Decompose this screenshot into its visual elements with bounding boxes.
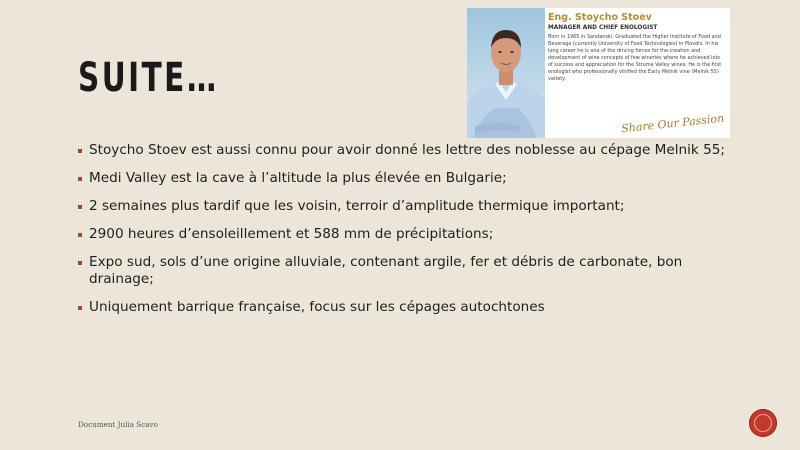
- bullet-text: Uniquement barrique française, focus sur les cépages autochtones: [89, 299, 545, 315]
- square-bullet-icon: [78, 149, 82, 153]
- footer-credit: Document Julia Scavo: [78, 420, 158, 429]
- bullet-item: [78, 254, 738, 288]
- bullet-item: [78, 226, 738, 243]
- signature-logo: Share Our Passion: [620, 111, 725, 136]
- profile-card: [467, 8, 730, 138]
- slide-number-badge: [749, 409, 777, 437]
- bullet-item: [78, 299, 738, 316]
- square-bullet-icon: [78, 261, 82, 265]
- bullet-list: [78, 142, 738, 327]
- profile-role: MANAGER AND CHIEF ENOLOGIST: [548, 24, 658, 31]
- square-bullet-icon: [78, 205, 82, 209]
- profile-text: [548, 13, 726, 83]
- bullet-item: [78, 198, 738, 215]
- profile-bio: Born in 1965 in Sandanski. Graduated the Higher Institute of Food and Beverage (currently University of Food Technologies) in Plovdiv. In his long career he is one of the driving forces for the creation and development of wine concepts of few wineries where he achieved lots of success and appreciation for the Struma Valley wines. He is the first enologist who professionally vinified the Early Melnik vine (Melnik 55) variety.: [548, 33, 722, 82]
- square-bullet-icon: [78, 177, 82, 181]
- portrait-photo: [467, 8, 545, 138]
- square-bullet-icon: [78, 306, 82, 310]
- bullet-item: [78, 142, 738, 159]
- bullet-text: 2900 heures d’ensoleillement et 588 mm de précipitations;: [89, 226, 494, 242]
- square-bullet-icon: [78, 233, 82, 237]
- bullet-text: Expo sud, sols d’une origine alluviale, contenant argile, fer et débris de carbonate, bon drainage;: [89, 254, 683, 287]
- slide-title: SUITE…: [78, 55, 219, 101]
- bullet-text: 2 semaines plus tardif que les voisin, terroir d’amplitude thermique important;: [89, 198, 625, 214]
- profile-name: Eng. Stoycho Stoev: [548, 12, 652, 23]
- badge-ring-icon: [754, 414, 772, 432]
- bullet-text: Medi Valley est la cave à l’altitude la plus élevée en Bulgarie;: [89, 170, 507, 186]
- bullet-item: [78, 170, 738, 187]
- bullet-text: Stoycho Stoev est aussi connu pour avoir donné les lettre des noblesse au cépage Melnik 55;: [89, 142, 725, 158]
